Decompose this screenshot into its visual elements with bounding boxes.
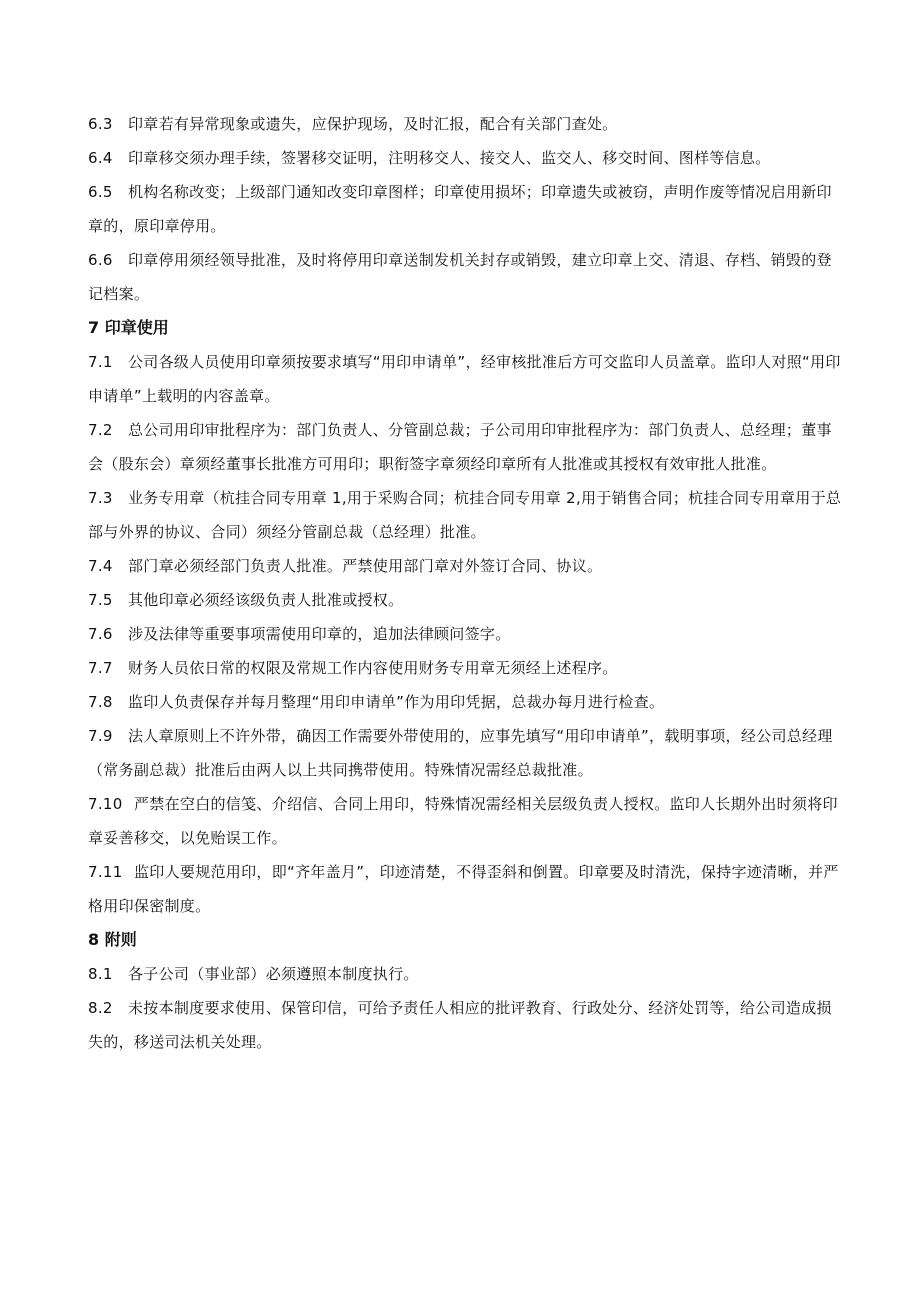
clause-number: 7.2	[88, 421, 113, 439]
clause-7-1	[88, 345, 843, 413]
clause-6-4	[88, 141, 843, 175]
clause-7-9	[88, 719, 843, 787]
clause-number: 7.10	[88, 795, 123, 813]
clause-7-8	[88, 685, 843, 719]
clause-7-6	[88, 617, 843, 651]
clause-text: 监印人要规范用印，即“齐年盖月”，印迹清楚，不得歪斜和倒置。印章要及时清洗，保持字迹清晰，并严格用印保密制度。	[88, 863, 839, 915]
clause-7-2	[88, 413, 843, 481]
clause-text: 总公司用印审批程序为：部门负责人、分管副总裁；子公司用印审批程序为：部门负责人、总经理；董事会（股东会）章须经董事长批准方可用印；职衔签字章须经印章所有人批准或其授权有效审批人批准。	[88, 421, 832, 473]
clause-number: 8.2	[88, 999, 113, 1017]
clause-text: 各子公司（事业部）必须遵照本制度执行。	[128, 965, 419, 983]
clause-8-1	[88, 957, 843, 991]
clause-text: 涉及法律等重要事项需使用印章的，追加法律顾问签字。	[128, 625, 511, 643]
clause-text: 公司各级人员使用印章须按要求填写“用印申请单”，经审核批准后方可交监印人员盖章。监印人对照“用印申请单”上载明的内容盖章。	[88, 353, 841, 405]
clause-number: 7.8	[88, 693, 113, 711]
clause-number: 6.3	[88, 115, 113, 133]
clause-number: 7.6	[88, 625, 113, 643]
section-8-heading: 8 附则	[88, 930, 137, 949]
clause-number: 7.3	[88, 489, 113, 507]
clause-text: 其他印章必须经该级负责人批准或授权。	[128, 591, 404, 609]
clause-number: 6.6	[88, 251, 113, 269]
clause-text: 印章若有异常现象或遗失，应保护现场，及时汇报，配合有关部门查处。	[128, 115, 618, 133]
clause-7-4	[88, 549, 843, 583]
clause-number: 6.5	[88, 183, 113, 201]
clause-text: 印章移交须办理手续，签署移交证明，注明移交人、接交人、监交人、移交时间、图样等信息。	[128, 149, 771, 167]
clause-text: 部门章必须经部门负责人批准。严禁使用部门章对外签订合同、协议。	[128, 557, 603, 575]
clause-7-7	[88, 651, 843, 685]
clause-6-6	[88, 243, 843, 311]
clause-number: 7.7	[88, 659, 113, 677]
clause-text: 监印人负责保存并每月整理“用印申请单”作为用印凭据，总裁办每月进行检查。	[128, 693, 665, 711]
clause-number: 6.4	[88, 149, 113, 167]
clause-6-3	[88, 107, 843, 141]
clause-7-11	[88, 855, 843, 923]
clause-text: 机构名称改变；上级部门通知改变印章图样；印章使用损坏；印章遗失或被窃，声明作废等情况启用新印章的，原印章停用。	[88, 183, 832, 235]
clause-7-5	[88, 583, 843, 617]
clause-number: 7.4	[88, 557, 113, 575]
document-page	[88, 107, 843, 1059]
clause-text: 财务人员依日常的权限及常规工作内容使用财务专用章无须经上述程序。	[128, 659, 618, 677]
clause-number: 7.11	[88, 863, 123, 881]
clause-7-3	[88, 481, 843, 549]
clause-number: 7.9	[88, 727, 113, 745]
clause-text: 业务专用章（杭挂合同专用章 1,用于采购合同；杭挂合同专用章 2,用于销售合同；杭挂合同专用章用于总部与外界的协议、合同）须经分管副总裁（总经理）批准。	[88, 489, 842, 541]
clause-number: 7.5	[88, 591, 113, 609]
clause-text: 印章停用须经领导批准，及时将停用印章送制发机关封存或销毁，建立印章上交、清退、存档、销毁的登记档案。	[88, 251, 832, 303]
clause-6-5	[88, 175, 843, 243]
clause-number: 8.1	[88, 965, 113, 983]
clause-7-10	[88, 787, 843, 855]
clause-text: 法人章原则上不许外带，确因工作需要外带使用的，应事先填写“用印申请单”，载明事项，经公司总经理（常务副总裁）批准后由两人以上共同携带使用。特殊情况需经总裁批准。	[88, 727, 833, 779]
clause-text: 未按本制度要求使用、保管印信，可给予责任人相应的批评教育、行政处分、经济处罚等，给公司造成损失的，移送司法机关处理。	[88, 999, 832, 1051]
section-7-heading: 7 印章使用	[88, 318, 169, 337]
clause-8-2	[88, 991, 843, 1059]
clause-text: 严禁在空白的信笺、介绍信、合同上用印，特殊情况需经相关层级负责人授权。监印人长期外出时须将印章妥善移交，以免贻误工作。	[88, 795, 838, 847]
clause-number: 7.1	[88, 353, 113, 371]
